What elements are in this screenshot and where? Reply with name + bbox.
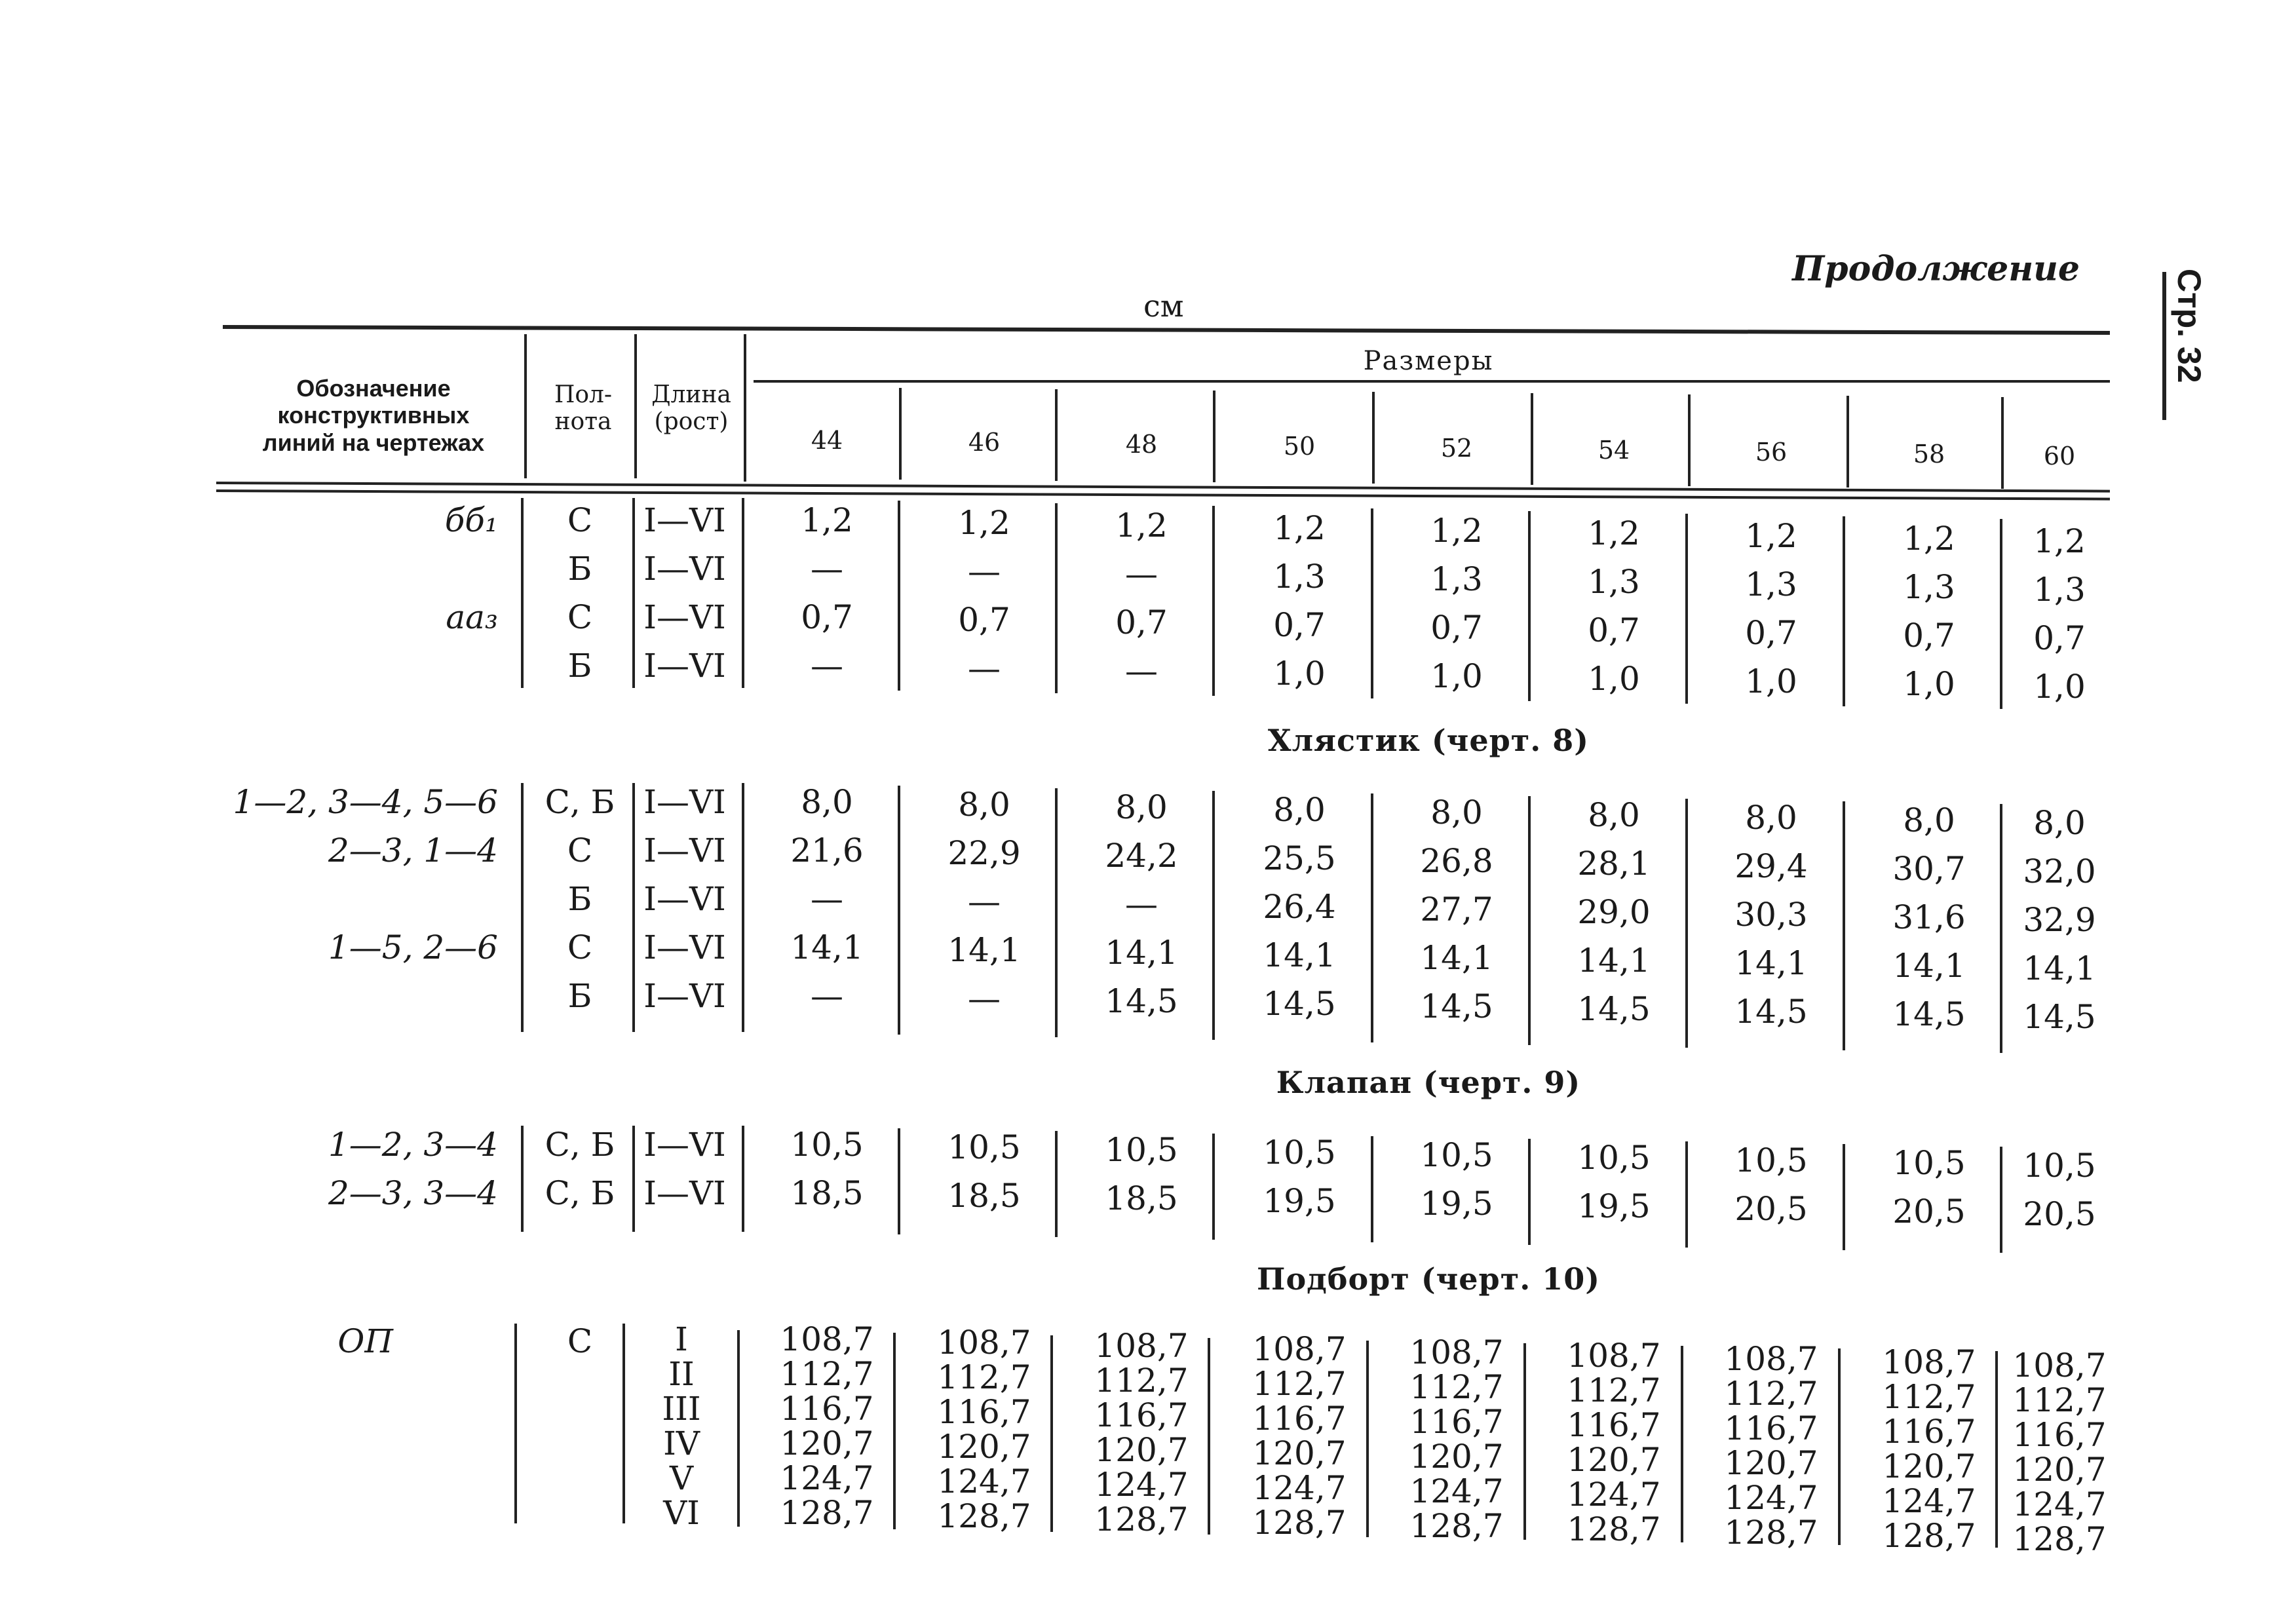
row-divider: [893, 1333, 896, 1529]
row-divider: [1995, 1351, 1998, 1548]
row-length: I—VI: [643, 550, 726, 588]
table-cell: 10,5: [947, 1128, 1021, 1166]
row-divider: [1055, 503, 1058, 693]
table-cell: —: [968, 980, 1001, 1018]
table-cell: 8,0: [1273, 791, 1326, 829]
header-designation: Обозначение конструктивных линий на чертежах: [262, 375, 485, 456]
table-cell: 1,2: [1588, 514, 1640, 552]
header-divider: [524, 334, 527, 478]
size-header-52: 52: [1440, 434, 1473, 463]
row-divider: [1371, 508, 1373, 698]
row-fullness: Б: [567, 977, 592, 1015]
row-designation: 1—2, 3—4, 5—6: [233, 783, 498, 821]
table-cell: 19,5: [1263, 1182, 1336, 1220]
table-cell: 10,5: [1105, 1131, 1178, 1169]
table-cell: 8,0: [1903, 801, 1955, 839]
table-cell: 32,0: [2023, 852, 2096, 890]
table-cell: 10,5: [2023, 1147, 2096, 1185]
size-header-54: 54: [1598, 436, 1630, 465]
row-divider: [1528, 796, 1531, 1045]
table-cell: 0,7: [801, 598, 853, 636]
table-cell: —: [968, 552, 1001, 590]
table-cell: —: [1125, 652, 1158, 690]
row-divider: [632, 1126, 635, 1232]
row-fullness: С: [567, 1322, 593, 1360]
row-divider: [1528, 511, 1531, 701]
size-header-50: 50: [1283, 432, 1316, 461]
header-fullness: Пол- нота: [554, 381, 613, 436]
row-length: I—VI: [643, 598, 726, 636]
row-designation: 2—3, 3—4: [328, 1174, 498, 1212]
table-cell: 27,7: [1420, 890, 1493, 928]
table-cell: 1,2: [1903, 520, 1955, 558]
table-cell: 22,9: [947, 834, 1021, 872]
page-number: Стр. 32: [2171, 269, 2208, 383]
table-cell: 1,2: [1430, 512, 1483, 550]
table-cell: 30,7: [1892, 850, 1966, 888]
table-cell: 14,5: [1420, 987, 1493, 1025]
table-cell: 14,1: [1420, 939, 1493, 977]
row-divider: [1208, 1338, 1210, 1535]
continuation-label: Продолжение: [1792, 249, 2080, 289]
table-cell-stack: 108,7 112,7 116,7 120,7 124,7 128,7: [1409, 1333, 1504, 1545]
table-cell: 10,5: [1734, 1141, 1808, 1179]
row-divider: [514, 1324, 517, 1523]
table-cell: 19,5: [1420, 1185, 1493, 1223]
row-length: I—VI: [643, 928, 726, 966]
table-cell: 18,5: [790, 1174, 864, 1212]
table-cell: 20,5: [2023, 1195, 2096, 1233]
row-length: I—VI: [643, 647, 726, 685]
size-header-48: 48: [1125, 430, 1158, 459]
row-divider: [1685, 514, 1688, 704]
row-fullness: Б: [567, 647, 592, 685]
table-cell: 29,0: [1577, 893, 1651, 931]
header-divider: [1688, 394, 1691, 486]
table-cell: 1,3: [1273, 558, 1326, 596]
table-cell: 14,5: [1263, 985, 1336, 1023]
size-header-56: 56: [1755, 438, 1788, 467]
table-cell: 14,1: [1734, 944, 1808, 982]
row-length: I—VI: [643, 977, 726, 1015]
row-divider: [1843, 1144, 1845, 1250]
table-cell: 28,1: [1577, 845, 1651, 883]
row-lengths: I II III IV V VI: [662, 1320, 701, 1532]
table-cell: 19,5: [1577, 1187, 1651, 1225]
table-cell: 1,0: [2033, 668, 2086, 706]
table-cell: 14,1: [1577, 942, 1651, 980]
row-divider: [521, 1126, 524, 1232]
table-cell: —: [811, 647, 843, 685]
table-cell: 1,2: [1273, 509, 1326, 547]
table-cell: 0,7: [1588, 611, 1640, 649]
row-divider: [1371, 1136, 1373, 1242]
row-divider: [1050, 1335, 1053, 1532]
row-designation: 1—5, 2—6: [328, 928, 498, 966]
row-divider: [898, 1128, 900, 1234]
table-cell: 0,7: [1273, 606, 1326, 644]
table-cell: 0,7: [1430, 609, 1483, 647]
row-fullness: С: [567, 831, 593, 869]
table-cell: 10,5: [1892, 1144, 1966, 1182]
table-cell: 20,5: [1892, 1193, 1966, 1231]
table-cell: 32,9: [2023, 901, 2096, 939]
row-divider: [2000, 519, 2002, 709]
row-fullness: С: [567, 501, 593, 539]
table-cell: 0,7: [1903, 617, 1955, 655]
table-cell-stack: 108,7 112,7 116,7 120,7 124,7 128,7: [2012, 1346, 2107, 1558]
table-cell: 8,0: [2033, 804, 2086, 842]
unit-label: см: [1143, 288, 1184, 324]
row-fullness: С: [567, 928, 593, 966]
row-divider: [1371, 793, 1373, 1042]
table-cell: 25,5: [1263, 839, 1336, 877]
row-divider: [1685, 1141, 1688, 1248]
row-length: I—VI: [643, 831, 726, 869]
table-cell: —: [1125, 885, 1158, 923]
row-divider: [1212, 506, 1215, 696]
table-cell: 14,1: [1892, 947, 1966, 985]
table-cell: 1,3: [1745, 565, 1797, 603]
size-header-58: 58: [1913, 440, 1945, 468]
header-divider: [1531, 393, 1533, 485]
table-cell: 14,1: [790, 928, 864, 966]
table-cell: 14,1: [947, 931, 1021, 969]
row-divider: [1843, 516, 1845, 706]
table-cell-stack: 108,7 112,7 116,7 120,7 124,7 128,7: [1724, 1340, 1818, 1552]
top-rule: [223, 325, 2110, 335]
row-divider: [1055, 1131, 1058, 1237]
row-divider: [1843, 801, 1845, 1050]
table-cell: 10,5: [1420, 1136, 1493, 1174]
table-cell: —: [968, 883, 1001, 921]
row-designation: аа₃: [446, 598, 498, 636]
table-cell: 30,3: [1734, 896, 1808, 934]
row-divider: [1838, 1348, 1841, 1545]
table-cell: 1,0: [1588, 660, 1640, 698]
table-cell-stack: 108,7 112,7 116,7 120,7 124,7 128,7: [1882, 1343, 1976, 1555]
row-length: I—VI: [643, 1174, 726, 1212]
row-designation: 2—3, 1—4: [328, 831, 498, 869]
table-cell: 0,7: [958, 601, 1010, 639]
table-cell: 14,1: [2023, 949, 2096, 987]
header-divider: [634, 334, 637, 478]
row-divider: [1681, 1346, 1683, 1542]
table-cell: 1,0: [1903, 665, 1955, 703]
table-cell: 1,3: [1588, 563, 1640, 601]
header-divider: [1213, 391, 1215, 482]
table-cell: 14,5: [1105, 982, 1178, 1020]
sizes-rule: [754, 380, 2110, 383]
header-divider: [899, 388, 902, 480]
table-cell: 18,5: [1105, 1179, 1178, 1217]
row-divider: [742, 1126, 744, 1232]
table-cell: 14,5: [1892, 995, 1966, 1033]
table-cell: 1,2: [958, 504, 1010, 542]
table-cell: 8,0: [801, 783, 853, 821]
table-cell: 1,3: [1430, 560, 1483, 598]
row-designation: ОП: [337, 1322, 393, 1360]
row-length: I—VI: [643, 783, 726, 821]
table-cell: 0,7: [2033, 619, 2086, 657]
row-divider: [2000, 1147, 2002, 1253]
table-cell: 1,0: [1430, 657, 1483, 695]
header-divider: [744, 334, 746, 482]
row-divider: [742, 498, 744, 688]
header-divider: [1055, 389, 1058, 481]
table-cell: 8,0: [1430, 793, 1483, 831]
section-title-podbort: Подборт (черт. 10): [1257, 1261, 1600, 1297]
table-cell: 1,2: [1115, 506, 1168, 544]
table-cell: 21,6: [790, 831, 864, 869]
section-title-hlyastik: Хлястик (черт. 8): [1267, 723, 1590, 758]
table-cell: 10,5: [1577, 1139, 1651, 1177]
table-cell: 1,0: [1273, 655, 1326, 693]
header-divider: [2001, 397, 2004, 489]
table-cell: 8,0: [1588, 796, 1640, 834]
table-cell: 1,2: [2033, 522, 2086, 560]
row-divider: [898, 501, 900, 691]
table-cell: 14,5: [2023, 998, 2096, 1036]
table-cell-stack: 108,7 112,7 116,7 120,7 124,7 128,7: [937, 1324, 1031, 1535]
row-divider: [1366, 1341, 1369, 1537]
table-cell: 10,5: [790, 1126, 864, 1164]
table-cell: 8,0: [1745, 799, 1797, 837]
row-divider: [632, 498, 635, 688]
row-fullness: С, Б: [545, 1126, 615, 1164]
row-divider: [742, 783, 744, 1032]
table-cell: 24,2: [1105, 837, 1178, 875]
row-fullness: С, Б: [545, 1174, 615, 1212]
row-divider: [1685, 799, 1688, 1048]
table-cell: 31,6: [1892, 898, 1966, 936]
table-cell: 1,2: [801, 501, 853, 539]
table-cell: 0,7: [1745, 614, 1797, 652]
row-divider: [1212, 791, 1215, 1040]
table-cell: 14,1: [1105, 934, 1178, 972]
table-cell: —: [811, 977, 843, 1015]
table-cell-stack: 108,7 112,7 116,7 120,7 124,7 128,7: [780, 1320, 874, 1532]
table-cell: 1,3: [1903, 568, 1955, 606]
row-divider: [622, 1324, 625, 1523]
table-cell-stack: 108,7 112,7 116,7 120,7 124,7 128,7: [1094, 1327, 1189, 1538]
header-divider: [1372, 392, 1375, 484]
row-divider: [521, 783, 524, 1032]
table-cell: 1,2: [1745, 517, 1797, 555]
table-cell: 26,4: [1263, 888, 1336, 926]
table-cell: 26,8: [1420, 842, 1493, 880]
row-fullness: С: [567, 598, 593, 636]
size-header-46: 46: [968, 428, 1001, 457]
row-fullness: Б: [567, 550, 592, 588]
row-divider: [1055, 788, 1058, 1037]
row-fullness: С, Б: [545, 783, 615, 821]
table-cell: 8,0: [958, 786, 1010, 824]
row-divider: [1212, 1134, 1215, 1240]
table-cell: 1,3: [2033, 571, 2086, 609]
row-divider: [1523, 1343, 1526, 1540]
sizes-title: Размеры: [1363, 346, 1494, 376]
table-cell: 14,5: [1577, 990, 1651, 1028]
row-fullness: Б: [567, 880, 592, 918]
table-cell: —: [968, 649, 1001, 687]
section-title-klapan: Клапан (черт. 9): [1276, 1065, 1581, 1100]
row-length: I—VI: [643, 880, 726, 918]
table-cell: 14,1: [1263, 936, 1336, 974]
table-cell: 0,7: [1115, 603, 1168, 641]
header-length: Длина (рост): [651, 381, 731, 436]
table-cell: 8,0: [1115, 788, 1168, 826]
row-designation: бб₁: [444, 501, 498, 539]
row-designation: 1—2, 3—4: [328, 1126, 498, 1164]
table-cell: 20,5: [1734, 1190, 1808, 1228]
table-cell: 29,4: [1734, 847, 1808, 885]
table-cell: 1,0: [1745, 662, 1797, 700]
size-header-44: 44: [811, 426, 843, 455]
row-divider: [2000, 804, 2002, 1053]
row-divider: [898, 786, 900, 1035]
table-cell: 18,5: [947, 1177, 1021, 1215]
table-cell: 10,5: [1263, 1134, 1336, 1172]
table-cell-stack: 108,7 112,7 116,7 120,7 124,7 128,7: [1252, 1330, 1347, 1542]
table-cell: —: [811, 550, 843, 588]
table-cell: —: [811, 880, 843, 918]
size-header-60: 60: [2043, 442, 2076, 470]
row-divider: [632, 783, 635, 1032]
row-length: I—VI: [643, 1126, 726, 1164]
header-divider: [1846, 396, 1849, 487]
row-divider: [1528, 1139, 1531, 1245]
table-cell: —: [1125, 555, 1158, 593]
row-divider: [737, 1330, 740, 1527]
row-divider: [521, 498, 524, 688]
row-length: I—VI: [643, 501, 726, 539]
table-cell: 14,5: [1734, 993, 1808, 1031]
table-cell-stack: 108,7 112,7 116,7 120,7 124,7 128,7: [1567, 1337, 1661, 1548]
